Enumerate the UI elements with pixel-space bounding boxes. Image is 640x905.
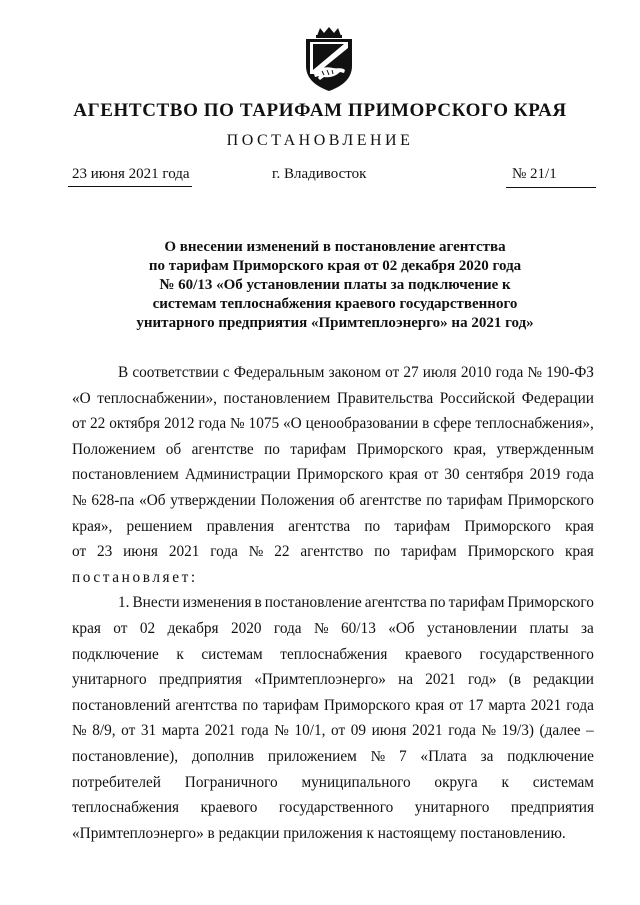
word: от [424, 466, 439, 484]
document-number [512, 166, 557, 183]
word: краевого [404, 645, 462, 663]
word: государственного [278, 799, 394, 817]
word: Внести [132, 594, 180, 612]
word: по [242, 696, 259, 714]
word: края», [72, 517, 113, 535]
word: постановление [264, 594, 362, 612]
word: края [564, 543, 594, 561]
word: 2019 [529, 466, 561, 484]
document-type: ПОСТАНОВЛЕНИЕ [226, 132, 414, 149]
word: «О [283, 415, 302, 433]
word: от [449, 696, 464, 714]
word: подключение [507, 747, 594, 765]
word: сфере [433, 415, 472, 433]
word: от [72, 415, 87, 433]
date-underline [68, 186, 192, 187]
paragraph-line [72, 488, 594, 514]
paragraph-line [72, 539, 594, 565]
paragraph-line [72, 590, 594, 616]
word: Приморского [464, 517, 551, 535]
word: законом [328, 364, 381, 381]
word: агентства [175, 696, 238, 714]
word: правления [206, 517, 275, 535]
word: сентября [465, 466, 524, 484]
word: приложением [267, 747, 357, 765]
word: в [422, 415, 430, 433]
word: в [254, 594, 262, 612]
word: Федерации [521, 389, 594, 407]
word: № [230, 415, 245, 433]
word: решением [126, 517, 193, 535]
word: на [398, 671, 414, 689]
paragraph-line [72, 693, 594, 719]
word: теплоснабжения», [475, 415, 594, 433]
heading-line: № 60/13 «Об установлении платы за подключение к [159, 277, 511, 293]
word: 27 [403, 364, 419, 381]
word: Приморского [507, 491, 594, 509]
word: края [415, 696, 445, 714]
word: подключение [72, 645, 159, 663]
document-date-text: 23 июня 2021 года [72, 166, 190, 182]
word: 7 [398, 747, 407, 765]
word: 2021 [168, 543, 200, 561]
paragraph-line [72, 616, 594, 642]
word: 19/3) [501, 722, 534, 740]
resolves-word: постановляет: [72, 568, 198, 586]
word: июля [422, 364, 457, 381]
word: В [118, 364, 129, 381]
paragraph-line [72, 514, 594, 540]
word: к [501, 773, 509, 791]
word: системам [201, 645, 263, 663]
word: года [240, 722, 269, 740]
paragraph-line [72, 386, 594, 412]
word: 09 [350, 722, 367, 740]
paragraph-line [72, 437, 594, 463]
document-city: г. Владивосток [272, 166, 367, 182]
word: установлении [427, 619, 518, 637]
word: потребителей [72, 773, 161, 791]
word: Правительства [336, 389, 434, 407]
word: 190-ФЗ [546, 364, 594, 381]
paragraph-line [72, 770, 594, 796]
word: года [566, 466, 594, 484]
word: «О [72, 389, 91, 407]
word: округа [434, 773, 478, 791]
word: 31 [140, 722, 157, 740]
word: № [274, 722, 289, 740]
word: «Плата [420, 747, 467, 765]
word: от [331, 722, 346, 740]
word: тарифам [446, 491, 503, 509]
word: года [273, 619, 302, 637]
word: за [480, 747, 494, 765]
word: «Об [388, 619, 415, 637]
word: 60/13 [341, 619, 376, 637]
word: № [248, 543, 264, 561]
word: унитарного [72, 671, 147, 689]
document-body [72, 360, 594, 846]
word: редакции [533, 671, 594, 689]
word: 10/1, [294, 722, 326, 740]
word: тарифам [400, 543, 457, 561]
word: края [389, 466, 419, 484]
word: года [448, 722, 476, 740]
paragraph-line [72, 667, 594, 693]
word: предприятия [158, 671, 243, 689]
word: Пограничного [184, 773, 278, 791]
word: по [264, 440, 280, 458]
word: «Об [139, 491, 166, 509]
word: агентства [288, 517, 351, 535]
word: по [364, 517, 381, 535]
word: Приморского [296, 466, 384, 484]
word: Российской [439, 389, 516, 407]
word: Приморского [467, 543, 555, 561]
word: системам [532, 773, 594, 791]
word: агентства [364, 594, 427, 612]
word: 2021 [425, 671, 456, 689]
word: марта [161, 722, 200, 740]
word: к [176, 645, 184, 663]
word: за [581, 619, 594, 637]
word: агентство [300, 543, 364, 561]
word: по [426, 491, 443, 509]
word: года [495, 364, 524, 381]
word: от [121, 722, 136, 740]
word: тарифам [394, 517, 451, 535]
word: по [429, 594, 446, 612]
word: об [339, 491, 355, 509]
word: Федеральным [233, 364, 325, 381]
coat-of-arms-icon [300, 26, 358, 92]
document-number-text: № 21/1 [512, 166, 557, 182]
word: теплоснабжения [72, 799, 180, 817]
word: теплоснабжения [280, 645, 388, 663]
word: марта [488, 696, 526, 714]
word: № [481, 722, 497, 740]
word: 628-па [91, 491, 135, 509]
word: агентстве [191, 440, 254, 458]
word: постановление), [72, 747, 179, 765]
word: унитарного [414, 799, 490, 817]
word: краевого [200, 799, 258, 817]
paragraph-line [72, 718, 594, 744]
word: (в [508, 671, 522, 689]
word: от [72, 543, 87, 561]
word: 2021 [412, 722, 443, 740]
word: платы [529, 619, 569, 637]
word: 30 [444, 466, 460, 484]
word: 1. [118, 594, 130, 612]
word: год» [467, 671, 497, 689]
word: муниципального [301, 773, 411, 791]
word: от [113, 619, 128, 637]
word: года [210, 543, 238, 561]
word: теплоснабжении», [97, 389, 217, 407]
word: № [527, 364, 543, 381]
paragraph-line [72, 360, 594, 386]
paragraph-line [72, 744, 594, 770]
word: утверждении [170, 491, 256, 509]
word: 2012 [163, 415, 195, 433]
word: соответствии [132, 364, 219, 381]
document-date [72, 166, 190, 183]
word: № [72, 491, 87, 509]
word: июня [123, 543, 158, 561]
word: Положением [72, 440, 156, 458]
word: дополнив [191, 747, 255, 765]
word: года [198, 415, 227, 433]
paragraph-line [72, 642, 594, 668]
number-underline [506, 187, 596, 188]
heading-line: по тарифам Приморского края от 02 декабря 2020 года [148, 258, 522, 274]
word: тарифам [263, 696, 319, 714]
word: с [222, 364, 230, 381]
paragraph-line: «Примтеплоэнерго» в редакции приложения к настоящему постановлению. [72, 824, 566, 842]
paragraph-line [72, 795, 594, 821]
word: «Примтеплоэнерго» [254, 671, 386, 689]
word: Приморского [356, 440, 444, 458]
word: 2021 [530, 696, 562, 714]
word: Администрации [184, 466, 291, 484]
word: 2020 [230, 619, 262, 637]
word: 1075 [248, 415, 280, 433]
word: октября [109, 415, 161, 433]
word: Приморского [323, 696, 411, 714]
paragraph-line [72, 462, 594, 488]
word: 02 [139, 619, 156, 637]
word: тарифам [290, 440, 347, 458]
heading-line: системам теплоснабжения краевого государственного [152, 296, 518, 312]
heading-line: унитарного предприятия «Примтеплоэнерго» на 2021 год» [136, 315, 534, 331]
word: № [314, 619, 329, 637]
heading-line: О внесении изменений в постановление агентства [164, 239, 506, 255]
word: 23 [96, 543, 113, 561]
word: декабря [167, 619, 219, 637]
word: изменения [182, 594, 252, 612]
word: края [565, 517, 594, 535]
word: государственного [479, 645, 594, 663]
word: утвержденным [496, 440, 594, 458]
word: по [374, 543, 391, 561]
word: 17 [468, 696, 484, 714]
word: постановлением [72, 466, 179, 484]
word: 2021 [204, 722, 236, 740]
word: об [165, 440, 182, 458]
word: края, [453, 440, 487, 458]
word: 22 [274, 543, 290, 561]
word: Приморского [507, 594, 594, 612]
word: № [370, 747, 386, 765]
word: 2010 [460, 364, 492, 381]
word: Положения [260, 491, 335, 509]
word: агентстве [359, 491, 422, 509]
word: постановлений [72, 696, 171, 714]
agency-title: АГЕНТСТВО ПО ТАРИФАМ ПРИМОРСКОГО КРАЯ [73, 100, 567, 121]
word: ценообразовании [305, 415, 419, 433]
word: – [586, 722, 594, 740]
document-heading [70, 238, 600, 333]
word: июня [371, 722, 407, 740]
word: № [72, 722, 87, 740]
word: предприятия [510, 799, 594, 817]
word: постановлением [223, 389, 331, 407]
paragraph-line [72, 411, 594, 437]
word: от [385, 364, 400, 381]
word: (далее [539, 722, 581, 740]
word: года [566, 696, 594, 714]
word: тарифам [448, 594, 505, 612]
word: 22 [90, 415, 106, 433]
word: края [72, 619, 101, 637]
word: 8/9, [92, 722, 116, 740]
